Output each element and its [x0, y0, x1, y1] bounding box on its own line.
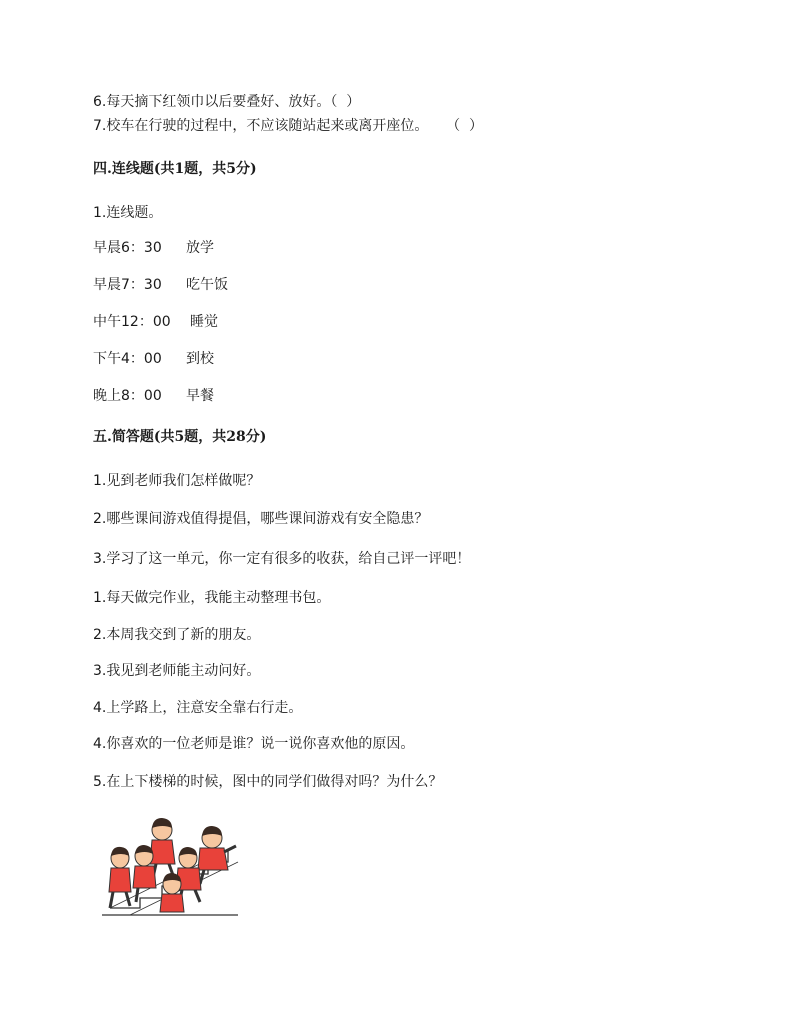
section-4-title: 四.连线题(共1题，共5分): [93, 161, 257, 177]
section-5-question-3: 3.学习了这一单元，你一定有很多的收获，给自己评一评吧！: [93, 551, 471, 567]
section-4-question-1: 1.连线题。: [93, 205, 163, 221]
self-assessment-item: 4.上学路上，注意安全靠右行走。: [93, 700, 303, 716]
match-activity: 吃午饭: [186, 277, 228, 293]
stairs-illustration: [100, 812, 240, 920]
match-activity: 放学: [186, 240, 214, 256]
match-activity: 早餐: [186, 388, 214, 404]
section-5-question-1: 1.见到老师我们怎样做呢？: [93, 473, 261, 489]
question-7: 7.校车在行驶的过程中，不应该随站起来或离开座位。 （ ）: [93, 118, 484, 134]
self-assessment-item: 2.本周我交到了新的朋友。: [93, 627, 261, 643]
self-assessment-item: 3.我见到老师能主动问好。: [93, 663, 261, 679]
match-activity: 到校: [186, 351, 214, 367]
match-time: 晚上8：00: [93, 388, 162, 404]
section-5-question-2: 2.哪些课间游戏值得提倡，哪些课间游戏有安全隐患？: [93, 511, 429, 527]
question-6: 6.每天摘下红领巾以后要叠好、放好。（ ）: [93, 94, 361, 110]
match-time: 早晨7：30: [93, 277, 162, 293]
section-5-question-5: 5.在上下楼梯的时候，图中的同学们做得对吗？为什么？: [93, 774, 443, 790]
child-figure: [109, 847, 131, 908]
match-activity: 睡觉: [190, 314, 218, 330]
match-time: 中午12：00: [93, 314, 171, 330]
child-figure: [133, 845, 156, 902]
match-time: 早晨6：30: [93, 240, 162, 256]
section-5-title: 五.简答题(共5题，共28分): [93, 429, 267, 445]
section-5-question-4: 4.你喜欢的一位老师是谁？说一说你喜欢他的原因。: [93, 736, 415, 752]
child-figure: [198, 826, 236, 884]
self-assessment-item: 1.每天做完作业，我能主动整理书包。: [93, 590, 331, 606]
match-time: 下午4：00: [93, 351, 162, 367]
